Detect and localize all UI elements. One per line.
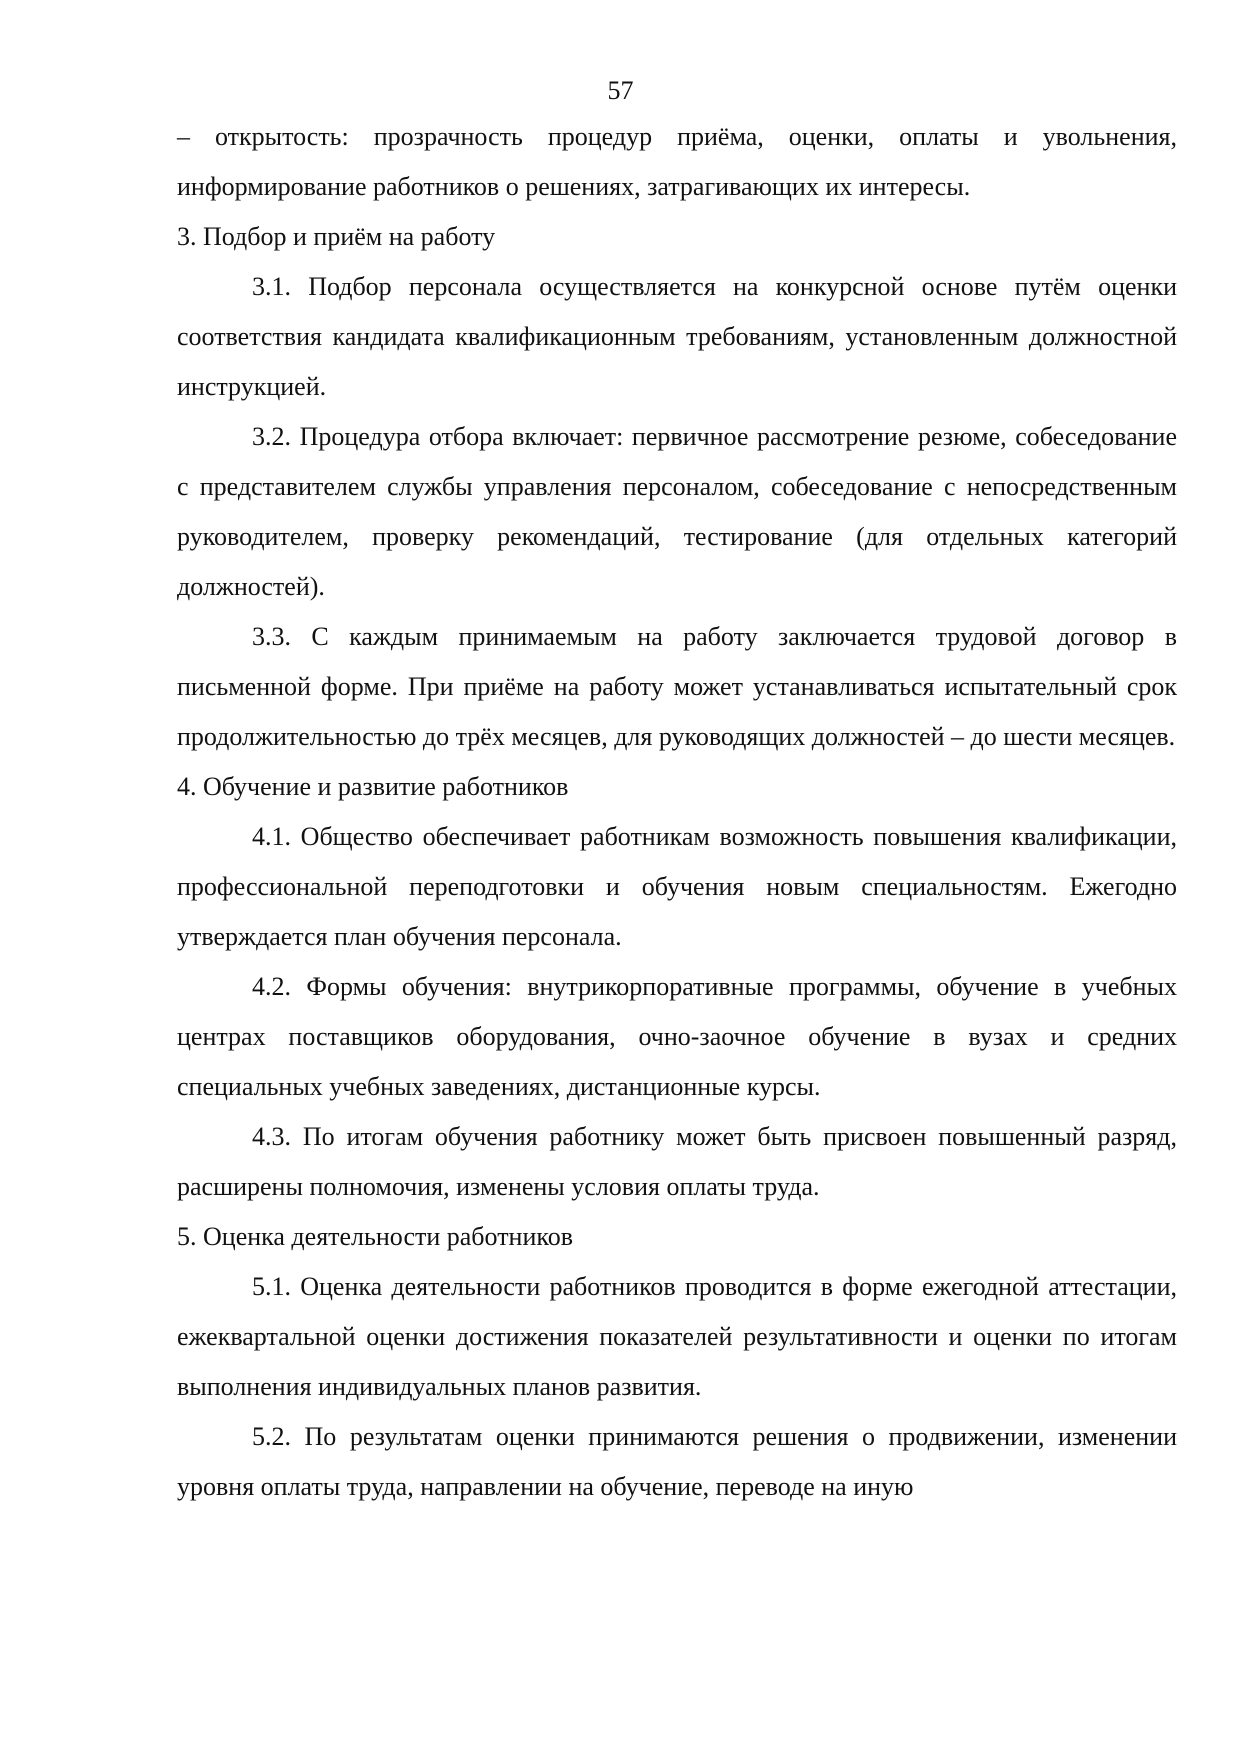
- paragraph-5-2: 5.2. По результатам оценки принимаются решения о продвижении, изменении уровня оплаты труда, направлении на обучение, переводе на иную: [177, 1422, 1177, 1501]
- paragraph-4-3: 4.3. По итогам обучения работнику может быть присвоен повышенный разряд, расширены полномочия, изменены условия оплаты труда.: [177, 1122, 1177, 1201]
- body-text: [177, 112, 1177, 1512]
- page-number: 57: [607, 76, 634, 105]
- paragraph-openness: – открытость: прозрачность процедур приёма, оценки, оплаты и увольнения, информирование работников о решениях, затрагивающих их интересы.: [177, 122, 1177, 201]
- paragraph-5-1: 5.1. Оценка деятельности работников проводится в форме ежегодной аттестации, ежеквартальной оценки достижения показателей результативности и оценки по итогам выполнения индивидуальных планов развития.: [177, 1272, 1177, 1401]
- section-heading-4: 4. Обучение и развитие работников: [177, 772, 569, 801]
- section-heading-3: 3. Подбор и приём на работу: [177, 222, 496, 251]
- section-heading-5: 5. Оценка деятельности работников: [177, 1222, 573, 1251]
- paragraph-4-1: 4.1. Общество обеспечивает работникам возможность повышения квалификации, профессиональной переподготовки и обучения новым специальностям. Ежегодно утверждается план обучения персонала.: [177, 822, 1177, 951]
- paragraph-4-2: 4.2. Формы обучения: внутрикорпоративные программы, обучение в учебных центрах поставщиков оборудования, очно-заочное обучение в вузах и средних специальных учебных заведениях, дистанционные курсы.: [177, 972, 1177, 1101]
- paragraph-3-2: 3.2. Процедура отбора включает: первичное рассмотрение резюме, собеседование с представителем службы управления персоналом, собеседование с непосредственным руководителем, проверку рекомендаций, тестирование (для отдельных категорий должностей).: [177, 422, 1177, 601]
- paragraph-3-3: 3.3. С каждым принимаемым на работу заключается трудовой договор в письменной форме. При приёме на работу может устанавливаться испытательный срок продолжительностью до трёх месяцев, для руководящих должностей – до шести месяцев.: [177, 622, 1177, 751]
- paragraph-3-1: 3.1. Подбор персонала осуществляется на конкурсной основе путём оценки соответствия кандидата квалификационным требованиям, установленным должностной инструкцией.: [177, 272, 1177, 401]
